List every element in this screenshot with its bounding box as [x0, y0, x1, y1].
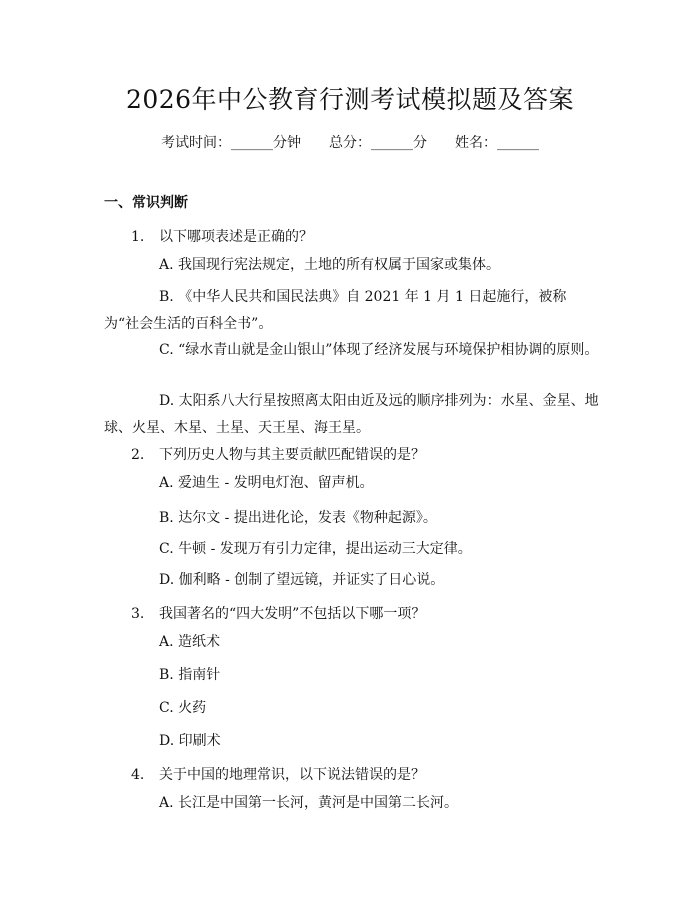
question-number: 2.	[131, 447, 145, 463]
option-d: D. 太阳系八大行星按照离太阳由近及远的顺序排列为：水星、金星、地球、火星、木星、土星、天王星、海王星。	[104, 393, 599, 436]
question-text: 以下哪项表述是正确的？	[159, 229, 313, 245]
question-text: 下列历史人物与其主要贡献匹配错误的是？	[159, 447, 425, 463]
option-b: B. 《中华人民共和国民法典》自 2021 年 1 月 1 日起施行，被称为“社会生活的百科全书”。	[104, 289, 567, 332]
option-d: D. 印刷术	[159, 733, 221, 749]
student-name-field: 姓名：______	[455, 135, 539, 151]
option-c: C. 牛顿 - 发现万有引力定律，提出运动三大定律。	[159, 541, 472, 557]
question-text: 关于中国的地理常识，以下说法错误的是？	[159, 767, 425, 783]
question-3	[131, 603, 425, 623]
option-a: A. 我国现行宪法规定，土地的所有权属于国家或集体。	[159, 257, 501, 273]
option-b: B. 达尔文 - 提出进化论，发表《物种起源》。	[159, 510, 437, 526]
option-d: D. 伽利略 - 创制了望远镜，并证实了日心说。	[159, 572, 445, 588]
question-number: 3.	[131, 606, 145, 622]
question-1	[131, 226, 313, 246]
total-score-field: 总分：______分	[329, 135, 427, 151]
option-c: C. 火药	[159, 700, 207, 716]
exam-meta	[0, 132, 700, 152]
exam-time-field: 考试时间：______分钟	[161, 135, 301, 151]
option-a: A. 爱迪生 - 发明电灯泡、留声机。	[159, 475, 374, 491]
question-4	[131, 764, 425, 784]
option-a: A. 长江是中国第一长河，黄河是中国第二长河。	[159, 795, 459, 811]
question-text: 我国著名的“四大发明”不包括以下哪一项？	[159, 606, 426, 622]
question-number: 1.	[131, 229, 145, 245]
option-b: B. 指南针	[159, 667, 221, 683]
option-a: A. 造纸术	[159, 634, 221, 650]
question-2	[131, 444, 425, 464]
section-heading: 一、常识判断	[104, 195, 188, 211]
question-number: 4.	[131, 767, 145, 783]
option-c: C. “绿水青山就是金山银山”体现了经济发展与环境保护相协调的原则。	[159, 342, 599, 358]
page-title: 2026年中公教育行测考试模拟题及答案	[125, 85, 575, 114]
